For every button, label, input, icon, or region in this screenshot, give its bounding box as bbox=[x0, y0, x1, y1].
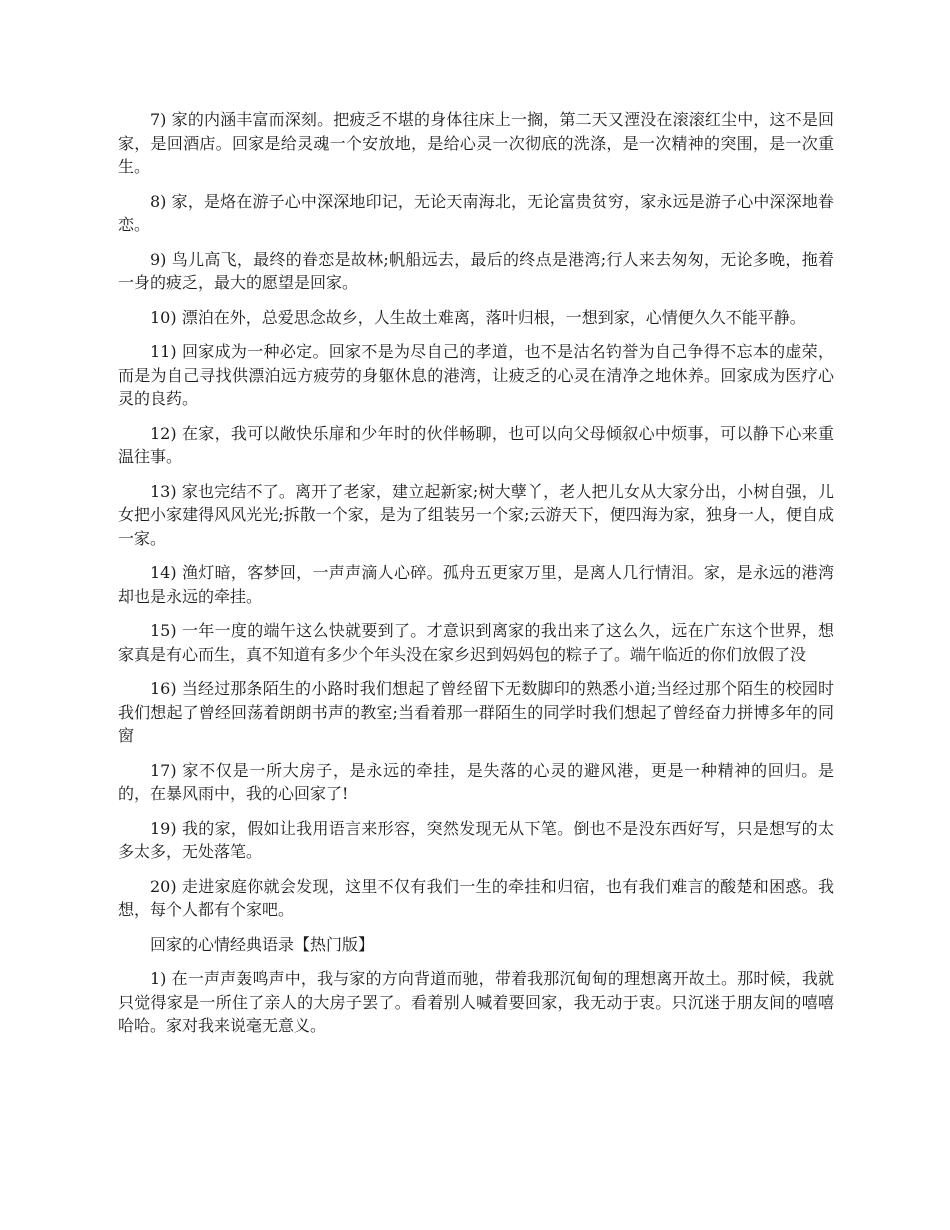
paragraph-12: 12) 在家，我可以敞快乐扉和少年时的伙伴畅聊，也可以向父母倾叙心中烦事，可以静下心来重温往事。 bbox=[118, 423, 834, 466]
paragraph-7: 7) 家的内涵丰富而深刻。把疲乏不堪的身体往床上一搁，第二天又湮没在滚滚红尘中，这不是回家，是回酒店。回家是给灵魂一个安放地，是给心灵一次彻底的洗涤，是一次精神的突围，是一次重生。 bbox=[118, 110, 834, 176]
paragraph-14: 14) 渔灯暗，客梦回，一声声滴人心碎。孤舟五更家万里，是离人几行情泪。家，是永远的港湾却也是永远的牵挂。 bbox=[118, 563, 834, 606]
paragraph-8: 8) 家，是烙在游子心中深深地印记，无论天南海北，无论富贵贫穷，家永远是游子心中深深地眷恋。 bbox=[118, 191, 834, 234]
paragraph-16: 16) 当经过那条陌生的小路时我们想起了曾经留下无数脚印的熟悉小道;当经过那个陌生的校园时我们想起了曾经回荡着朗朗书声的教室;当看着那一群陌生的同学时我们想起了曾经奋力拼博多年的同窗 bbox=[118, 679, 834, 745]
paragraph-15: 15) 一年一度的端午这么快就要到了。才意识到离家的我出来了这么久，远在广东这个世界，想家真是有心而生，真不知道有多少个年头没在家乡迟到妈妈包的粽子了。端午临近的你们放假了没 bbox=[118, 621, 834, 664]
paragraph-11: 11) 回家成为一种必定。回家不是为尽自己的孝道，也不是沽名钓誉为自己争得不忘本的虚荣，而是为自己寻找供漂泊远方疲劳的身躯休息的港湾，让疲乏的心灵在清净之地休养。回家成为医疗心灵的良药。 bbox=[118, 342, 834, 408]
paragraph-17: 17) 家不仅是一所大房子，是永远的牵挂，是失落的心灵的避风港，更是一种精神的回归。是的，在暴风雨中，我的心回家了! bbox=[118, 760, 834, 803]
paragraph-10: 10) 漂泊在外，总爱思念故乡，人生故土难离，落叶归根，一想到家，心情便久久不能平静。 bbox=[150, 307, 806, 327]
paragraph-20: 20) 走进家庭你就会发现，这里不仅有我们一生的牵挂和归宿，也有我们难言的酸楚和困惑。我想，每个人都有个家吧。 bbox=[118, 876, 834, 919]
section-heading: 回家的心情经典语录【热门版】 bbox=[150, 934, 375, 954]
paragraph-9: 9) 鸟儿高飞，最终的眷恋是故林;帆船远去，最后的终点是港湾;行人来去匆匆，无论多晚，拖着一身的疲乏，最大的愿望是回家。 bbox=[118, 249, 834, 292]
section-paragraph-1: 1) 在一声声轰鸣声中，我与家的方向背道而驰，带着我那沉甸甸的理想离开故土。那时候，我就只觉得家是一所住了亲人的大房子罢了。看着别人喊着要回家，我无动于衷。只沉迷于朋友间的嘻嘻哈哈。家对我来说毫无意义。 bbox=[118, 969, 834, 1035]
paragraph-19: 19) 我的家，假如让我用语言来形容，突然发现无从下笔。倒也不是没东西好写，只是想写的太多太多，无处落笔。 bbox=[118, 818, 834, 861]
paragraph-13: 13) 家也完结不了。离开了老家，建立起新家;树大孽丫，老人把儿女从大家分出，小树自强，儿女把小家建得风风光光;拆散一个家，是为了组装另一个家;云游天下，便四海为家，独身一人，便自成一家。 bbox=[118, 481, 834, 548]
